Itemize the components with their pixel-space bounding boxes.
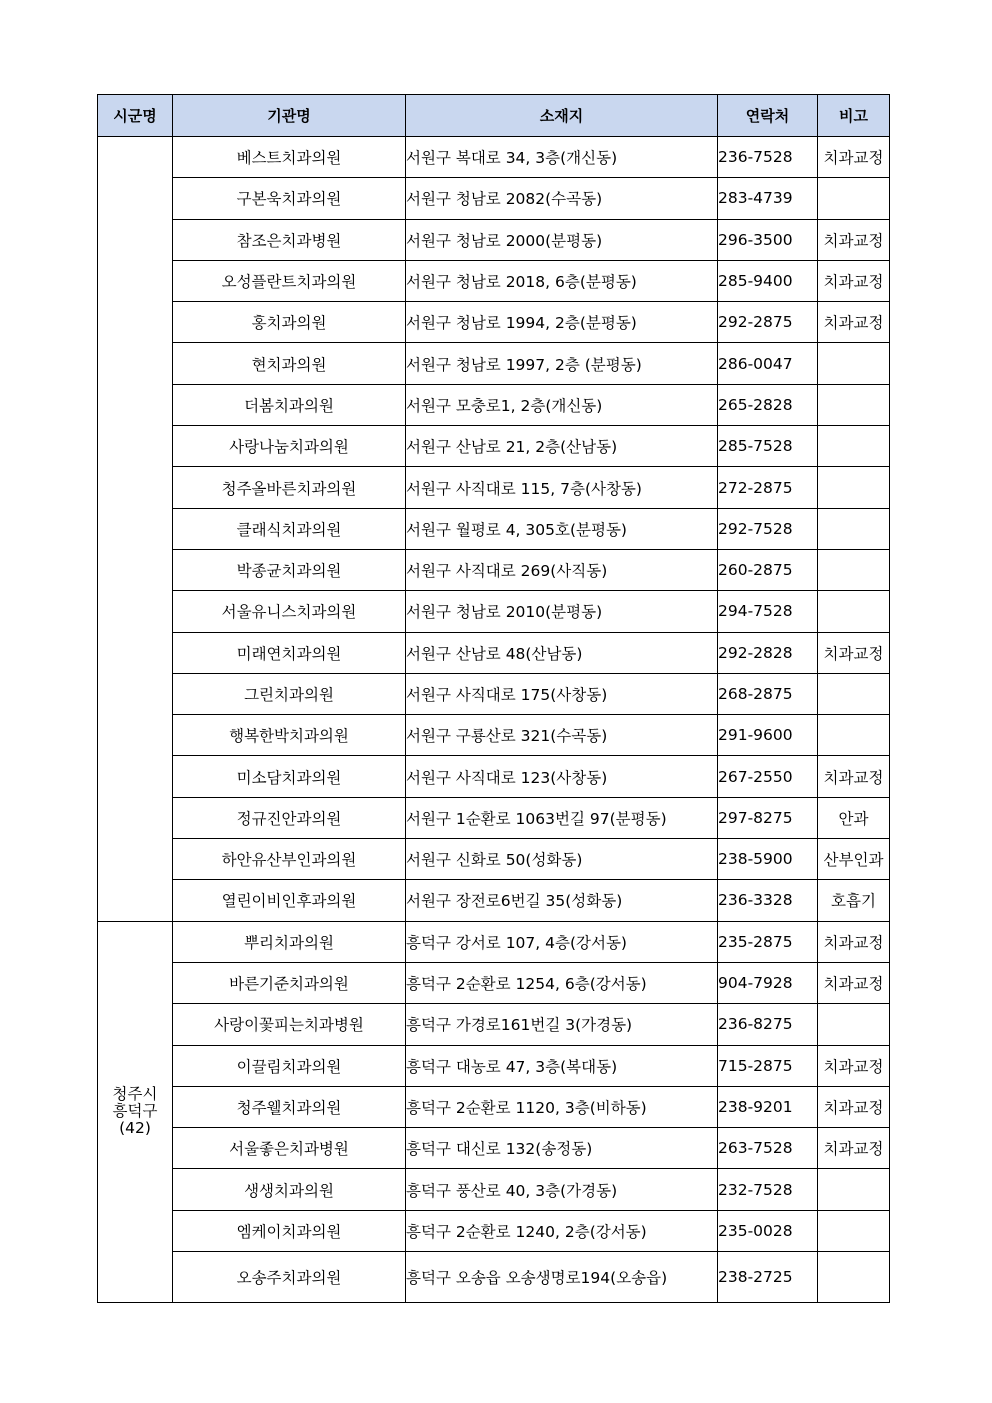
note-cell bbox=[818, 178, 890, 219]
table-row bbox=[98, 1169, 890, 1210]
phone-cell: 283-4739 bbox=[718, 178, 818, 219]
note-cell bbox=[818, 715, 890, 756]
clinic-name-cell: 베스트치과의원 bbox=[173, 137, 406, 178]
phone-cell: 292-2875 bbox=[718, 302, 818, 343]
table-row bbox=[98, 673, 890, 714]
phone-cell: 268-2875 bbox=[718, 673, 818, 714]
note-cell bbox=[818, 343, 890, 384]
clinic-table bbox=[97, 94, 890, 1303]
clinic-name-cell: 오송주치과의원 bbox=[173, 1252, 406, 1303]
header-row bbox=[98, 95, 890, 137]
clinic-name-cell: 그린치과의원 bbox=[173, 673, 406, 714]
note-cell: 치과교정 bbox=[818, 1128, 890, 1169]
table-body bbox=[98, 137, 890, 1303]
note-cell: 치과교정 bbox=[818, 137, 890, 178]
table-row bbox=[98, 591, 890, 632]
phone-cell: 292-7528 bbox=[718, 508, 818, 549]
region-label-line: 청주시 bbox=[112, 1085, 158, 1104]
table-row bbox=[98, 302, 890, 343]
phone-cell: 292-2828 bbox=[718, 632, 818, 673]
phone-cell: 286-0047 bbox=[718, 343, 818, 384]
phone-cell: 232-7528 bbox=[718, 1169, 818, 1210]
clinic-name-cell: 행복한박치과의원 bbox=[173, 715, 406, 756]
address-cell: 서원구 청남로 1997, 2층 (분평동) bbox=[406, 343, 718, 384]
clinic-name-cell: 엠케이치과의원 bbox=[173, 1210, 406, 1251]
address-cell: 흥덕구 오송읍 오송생명로194(오송읍) bbox=[406, 1252, 718, 1303]
address-cell: 서원구 청남로 1994, 2층(분평동) bbox=[406, 302, 718, 343]
table-row bbox=[98, 467, 890, 508]
phone-cell: 238-2725 bbox=[718, 1252, 818, 1303]
table-row bbox=[98, 839, 890, 880]
clinic-name-cell: 박종균치과의원 bbox=[173, 549, 406, 590]
note-cell bbox=[818, 1210, 890, 1251]
address-cell: 서원구 사직대로 175(사창동) bbox=[406, 673, 718, 714]
clinic-name-cell: 오성플란트치과의원 bbox=[173, 260, 406, 301]
address-cell: 서원구 청남로 2000(분평동) bbox=[406, 219, 718, 260]
clinic-name-cell: 미소담치과의원 bbox=[173, 756, 406, 797]
address-cell: 흥덕구 2순환로 1120, 3층(비하동) bbox=[406, 1086, 718, 1127]
clinic-name-cell: 청주웰치과의원 bbox=[173, 1086, 406, 1127]
clinic-name-cell: 클래식치과의원 bbox=[173, 508, 406, 549]
note-cell: 치과교정 bbox=[818, 756, 890, 797]
note-cell: 산부인과 bbox=[818, 839, 890, 880]
phone-cell: 715-2875 bbox=[718, 1045, 818, 1086]
address-cell: 서원구 청남로 2082(수곡동) bbox=[406, 178, 718, 219]
table-row bbox=[98, 384, 890, 425]
phone-cell: 235-2875 bbox=[718, 921, 818, 962]
clinic-name-cell: 미래연치과의원 bbox=[173, 632, 406, 673]
note-cell: 호흡기 bbox=[818, 880, 890, 921]
note-cell bbox=[818, 426, 890, 467]
address-cell: 서원구 월평로 4, 305호(분평동) bbox=[406, 508, 718, 549]
note-cell bbox=[818, 467, 890, 508]
table-row bbox=[98, 219, 890, 260]
table-row bbox=[98, 715, 890, 756]
header-region: 시군명 bbox=[98, 95, 173, 137]
address-cell: 서원구 구룡산로 321(수곡동) bbox=[406, 715, 718, 756]
address-cell: 흥덕구 대신로 132(송정동) bbox=[406, 1128, 718, 1169]
table-row bbox=[98, 1252, 890, 1303]
region-cell bbox=[98, 921, 173, 1302]
clinic-name-cell: 홍치과의원 bbox=[173, 302, 406, 343]
note-cell: 치과교정 bbox=[818, 632, 890, 673]
phone-cell: 238-9201 bbox=[718, 1086, 818, 1127]
clinic-name-cell: 청주올바른치과의원 bbox=[173, 467, 406, 508]
address-cell: 서원구 모충로1, 2층(개신동) bbox=[406, 384, 718, 425]
clinic-name-cell: 이끌림치과의원 bbox=[173, 1045, 406, 1086]
phone-cell: 236-7528 bbox=[718, 137, 818, 178]
clinic-name-cell: 더봄치과의원 bbox=[173, 384, 406, 425]
note-cell: 치과교정 bbox=[818, 962, 890, 1003]
address-cell: 흥덕구 풍산로 40, 3층(가경동) bbox=[406, 1169, 718, 1210]
note-cell: 치과교정 bbox=[818, 1086, 890, 1127]
clinic-name-cell: 바른기준치과의원 bbox=[173, 962, 406, 1003]
note-cell bbox=[818, 549, 890, 590]
note-cell: 치과교정 bbox=[818, 302, 890, 343]
phone-cell: 904-7928 bbox=[718, 962, 818, 1003]
table-row bbox=[98, 797, 890, 838]
clinic-name-cell: 뿌리치과의원 bbox=[173, 921, 406, 962]
table-row bbox=[98, 1045, 890, 1086]
note-cell bbox=[818, 1004, 890, 1045]
clinic-name-cell: 하안유산부인과의원 bbox=[173, 839, 406, 880]
phone-cell: 272-2875 bbox=[718, 467, 818, 508]
note-cell: 치과교정 bbox=[818, 219, 890, 260]
phone-cell: 267-2550 bbox=[718, 756, 818, 797]
phone-cell: 285-9400 bbox=[718, 260, 818, 301]
address-cell: 서원구 사직대로 123(사창동) bbox=[406, 756, 718, 797]
phone-cell: 260-2875 bbox=[718, 549, 818, 590]
address-cell: 서원구 장전로6번길 35(성화동) bbox=[406, 880, 718, 921]
table-row bbox=[98, 962, 890, 1003]
phone-cell: 238-5900 bbox=[718, 839, 818, 880]
header-note: 비고 bbox=[818, 95, 890, 137]
header-address: 소재지 bbox=[406, 95, 718, 137]
table-row bbox=[98, 260, 890, 301]
region-label-line: 흥덕구 bbox=[112, 1102, 158, 1121]
address-cell: 서원구 청남로 2018, 6층(분평동) bbox=[406, 260, 718, 301]
phone-cell: 291-9600 bbox=[718, 715, 818, 756]
table-row bbox=[98, 1004, 890, 1045]
clinic-name-cell: 생생치과의원 bbox=[173, 1169, 406, 1210]
address-cell: 흥덕구 2순환로 1254, 6층(강서동) bbox=[406, 962, 718, 1003]
note-cell bbox=[818, 591, 890, 632]
address-cell: 흥덕구 2순환로 1240, 2층(강서동) bbox=[406, 1210, 718, 1251]
address-cell: 서원구 산남로 21, 2층(산남동) bbox=[406, 426, 718, 467]
table-row bbox=[98, 426, 890, 467]
table-row bbox=[98, 137, 890, 178]
phone-cell: 236-8275 bbox=[718, 1004, 818, 1045]
clinic-name-cell: 정규진안과의원 bbox=[173, 797, 406, 838]
note-cell: 치과교정 bbox=[818, 1045, 890, 1086]
table-row bbox=[98, 549, 890, 590]
address-cell: 서원구 산남로 48(산남동) bbox=[406, 632, 718, 673]
table-row bbox=[98, 756, 890, 797]
note-cell bbox=[818, 673, 890, 714]
table-row bbox=[98, 508, 890, 549]
table-row bbox=[98, 178, 890, 219]
phone-cell: 235-0028 bbox=[718, 1210, 818, 1251]
address-cell: 서원구 신화로 50(성화동) bbox=[406, 839, 718, 880]
address-cell: 흥덕구 강서로 107, 4층(강서동) bbox=[406, 921, 718, 962]
table-row bbox=[98, 343, 890, 384]
clinic-name-cell: 참조은치과병원 bbox=[173, 219, 406, 260]
note-cell: 치과교정 bbox=[818, 260, 890, 301]
address-cell: 서원구 사직대로 115, 7층(사창동) bbox=[406, 467, 718, 508]
clinic-name-cell: 열린이비인후과의원 bbox=[173, 880, 406, 921]
table-row bbox=[98, 921, 890, 962]
address-cell: 흥덕구 대농로 47, 3층(복대동) bbox=[406, 1045, 718, 1086]
note-cell bbox=[818, 1252, 890, 1303]
region-cell bbox=[98, 137, 173, 922]
address-cell: 서원구 청남로 2010(분평동) bbox=[406, 591, 718, 632]
note-cell: 안과 bbox=[818, 797, 890, 838]
header-phone: 연락처 bbox=[718, 95, 818, 137]
note-cell: 치과교정 bbox=[818, 921, 890, 962]
address-cell: 흥덕구 가경로161번길 3(가경동) bbox=[406, 1004, 718, 1045]
clinic-name-cell: 사랑이꽃피는치과병원 bbox=[173, 1004, 406, 1045]
clinic-name-cell: 사랑나눔치과의원 bbox=[173, 426, 406, 467]
region-label-line: (42) bbox=[119, 1119, 151, 1138]
clinic-name-cell: 구본욱치과의원 bbox=[173, 178, 406, 219]
note-cell bbox=[818, 1169, 890, 1210]
table-row bbox=[98, 1210, 890, 1251]
address-cell: 서원구 사직대로 269(사직동) bbox=[406, 549, 718, 590]
clinic-name-cell: 서울좋은치과병원 bbox=[173, 1128, 406, 1169]
clinic-name-cell: 현치과의원 bbox=[173, 343, 406, 384]
phone-cell: 297-8275 bbox=[718, 797, 818, 838]
table-row bbox=[98, 1086, 890, 1127]
table-row bbox=[98, 1128, 890, 1169]
address-cell: 서원구 복대로 34, 3층(개신동) bbox=[406, 137, 718, 178]
phone-cell: 236-3328 bbox=[718, 880, 818, 921]
phone-cell: 296-3500 bbox=[718, 219, 818, 260]
table-row bbox=[98, 880, 890, 921]
phone-cell: 285-7528 bbox=[718, 426, 818, 467]
header-name: 기관명 bbox=[173, 95, 406, 137]
phone-cell: 265-2828 bbox=[718, 384, 818, 425]
phone-cell: 294-7528 bbox=[718, 591, 818, 632]
table-row bbox=[98, 632, 890, 673]
clinic-name-cell: 서울유니스치과의원 bbox=[173, 591, 406, 632]
note-cell bbox=[818, 508, 890, 549]
address-cell: 서원구 1순환로 1063번길 97(분평동) bbox=[406, 797, 718, 838]
phone-cell: 263-7528 bbox=[718, 1128, 818, 1169]
note-cell bbox=[818, 384, 890, 425]
